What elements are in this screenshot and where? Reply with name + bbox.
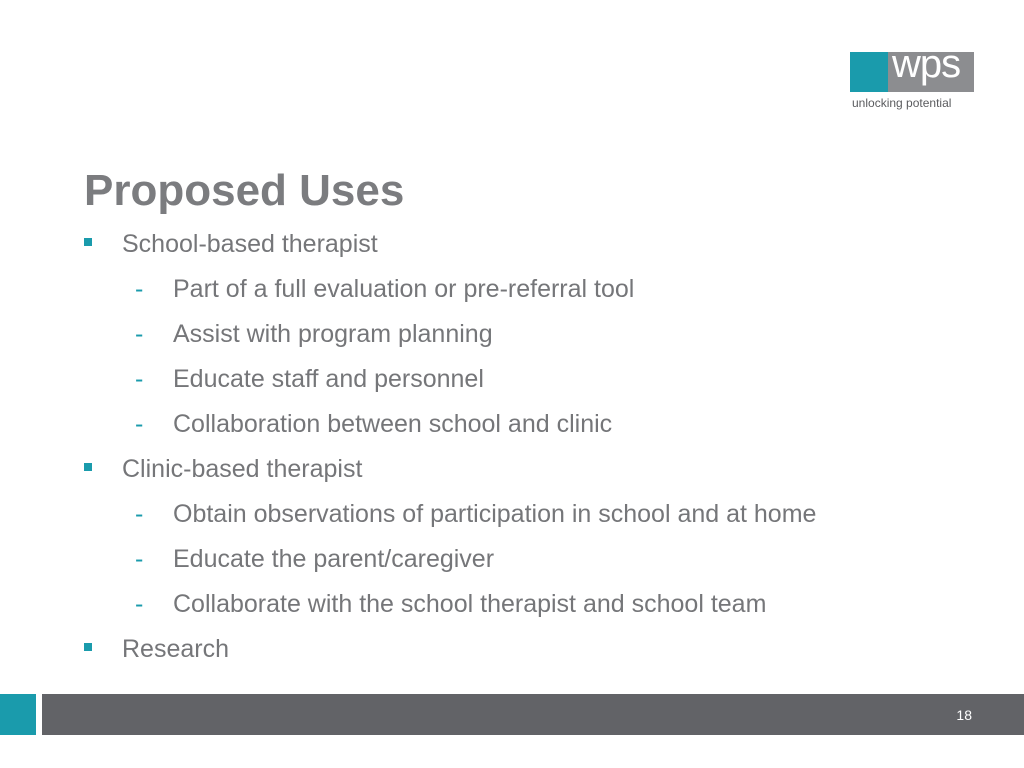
slide-title: Proposed Uses [84,166,405,215]
bullet-text: Clinic-based therapist [122,455,363,483]
sub-bullet-item [135,409,613,439]
square-bullet-icon [84,643,92,651]
sub-bullet-text: Collaboration between school and clinic [173,410,613,438]
sub-bullet-item [135,544,495,574]
dash-bullet-icon: - [135,500,144,528]
footer-accent-block [0,694,36,735]
dash-bullet-icon: - [135,590,144,618]
sub-bullet-item [135,589,767,619]
sub-bullet-text: Collaborate with the school therapist and school team [173,590,767,618]
bullet-item [122,454,362,484]
dash-bullet-icon: - [135,320,144,348]
footer-bar [42,694,1024,735]
square-bullet-icon [84,463,92,471]
logo-tagline: unlocking potential [852,96,952,110]
sub-bullet-item [135,319,493,349]
sub-bullet-text: Part of a full evaluation or pre-referral tool [173,275,635,303]
page-number: 18 [956,707,972,723]
sub-bullet-text: Obtain observations of participation in school and at home [173,500,817,528]
sub-bullet-item [135,274,635,304]
sub-bullet-text: Assist with program planning [173,320,493,348]
bullet-text: School-based therapist [122,230,378,258]
sub-bullet-item [135,364,484,394]
dash-bullet-icon: - [135,275,144,303]
logo-wordmark: wps [892,42,961,86]
bullet-text: Research [122,635,229,663]
square-bullet-icon [84,238,92,246]
sub-bullet-item [135,499,817,529]
slide-footer [0,694,1024,735]
bullet-item [122,229,378,259]
sub-bullet-text: Educate staff and personnel [173,365,484,393]
dash-bullet-icon: - [135,410,144,438]
dash-bullet-icon: - [135,545,144,573]
sub-bullet-text: Educate the parent/caregiver [173,545,495,573]
bullet-item [122,634,229,664]
dash-bullet-icon: - [135,365,144,393]
